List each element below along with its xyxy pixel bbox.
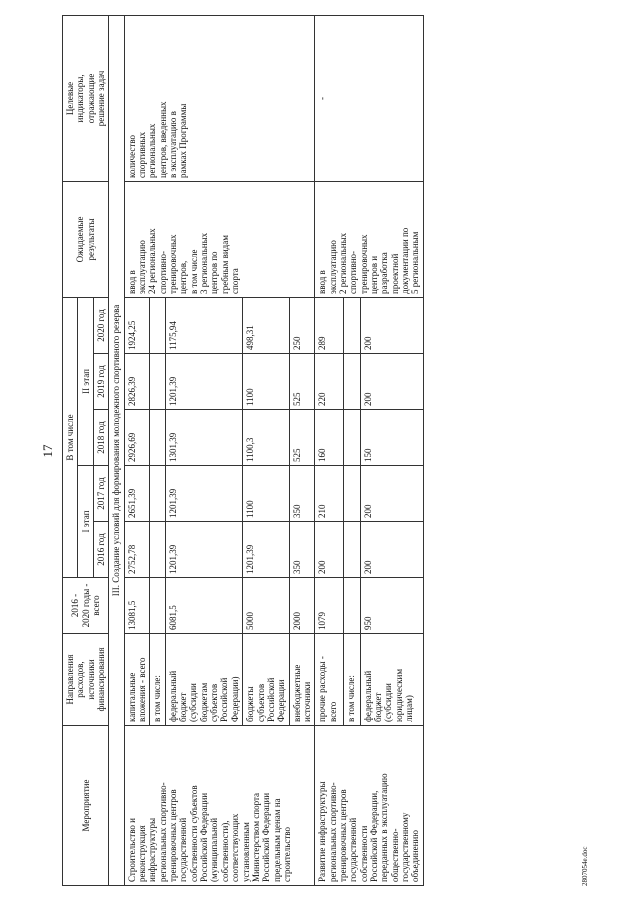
- header-2020: 2020 год: [93, 297, 108, 353]
- cell-event: Строительство и реконструкция инфраструктуры региональных спортивно- тренировочных центров государственной собственности субъектов Российской Федерации (муниципальной собственности), соответствующих установленным Министерством спорта Российской Федерации предельным ценам на строительство: [124, 726, 315, 886]
- cell-y2019: 525: [289, 354, 315, 410]
- cell-event: Развитие инфраструктуры региональных спортивно- тренировочных центров государственной собственности Российской Федерации, переданных в эксплуатацию общественно- государственному объединению: [315, 726, 423, 886]
- cell-y2016: 350: [289, 522, 315, 578]
- cell-total: 13081,5: [124, 578, 150, 634]
- cell-y2016: 1201,39: [243, 522, 289, 578]
- cell-y2016: 1201,39: [165, 522, 242, 578]
- cell-direction: федеральный бюджет (субсидии бюджетам субъектов Российской Федерации): [165, 634, 242, 726]
- header-stage2: II этап: [78, 297, 93, 465]
- cell-y2018: 150: [360, 410, 423, 466]
- cell-y2018: 2926,69: [124, 410, 150, 466]
- cell-y2018: 525: [289, 410, 315, 466]
- cell-y2017: 350: [289, 466, 315, 522]
- cell-y2020: 250: [289, 297, 315, 353]
- cell-y2017: [150, 466, 165, 522]
- header-2019: 2019 год: [93, 354, 108, 410]
- header-2018: 2018 год: [93, 410, 108, 466]
- header-indicators: Целевые индикаторы, отражающие решение задач: [63, 15, 109, 181]
- cell-y2018: 1100,3: [243, 410, 289, 466]
- cell-results: ввод в эксплуатацию 24 региональных спортивно- тренировочных центров, в том числе 3 региональных центров по гребным видам спорта: [124, 181, 315, 297]
- cell-y2016: 200: [360, 522, 423, 578]
- table-row: [315, 15, 343, 885]
- cell-total: 1079: [315, 578, 343, 634]
- cell-y2017: 210: [315, 466, 343, 522]
- cell-y2018: 1301,39: [165, 410, 242, 466]
- header-results: Ожидаемые результаты: [63, 181, 109, 297]
- cell-y2016: 200: [315, 522, 343, 578]
- cell-direction: капитальные вложения - всего: [124, 634, 150, 726]
- header-event: Мероприятие: [63, 726, 109, 886]
- cell-y2017: 1100: [243, 466, 289, 522]
- cell-total: 950: [360, 578, 423, 634]
- cell-y2017: 2651,39: [124, 466, 150, 522]
- cell-results: ввод в эксплуатацию 2 региональных спортивно- тренировочных центров и разработка проектной документации по 5 региональным: [315, 181, 423, 297]
- cell-total: [343, 578, 360, 634]
- cell-direction: в том числе:: [343, 634, 360, 726]
- rotated-sheet: [36, 16, 596, 886]
- cell-y2018: [150, 410, 165, 466]
- cell-y2020: 498,31: [243, 297, 289, 353]
- cell-y2020: 200: [360, 297, 423, 353]
- cell-indicators: количество спортивных региональных центров, введенных в эксплуатацию в рамках Программы: [124, 15, 315, 181]
- header-direction: Направления расходов, источники финансирования: [63, 634, 109, 726]
- cell-y2020: 1924,25: [124, 297, 150, 353]
- cell-y2016: 2752,78: [124, 522, 150, 578]
- cell-y2016: [343, 522, 360, 578]
- table-row: [124, 15, 150, 885]
- cell-y2020: 289: [315, 297, 343, 353]
- cell-total: 5000: [243, 578, 289, 634]
- header-stage1: I этап: [78, 466, 93, 578]
- cell-direction: внебюджетные источники: [289, 634, 315, 726]
- cell-direction: прочие расходы - всего: [315, 634, 343, 726]
- cell-total: 6081,5: [165, 578, 242, 634]
- page-number: 17: [40, 444, 55, 458]
- cell-direction: федеральный бюджет (субсидии юридическим лицам): [360, 634, 423, 726]
- cell-y2018: 160: [315, 410, 343, 466]
- cell-y2019: 1100: [243, 354, 289, 410]
- cell-y2017: 1201,39: [165, 466, 242, 522]
- cell-total: [150, 578, 165, 634]
- cell-direction: бюджеты субъектов Российской Федерации: [243, 634, 289, 726]
- cell-y2020: [150, 297, 165, 353]
- cell-y2017: [343, 466, 360, 522]
- cell-y2019: [343, 354, 360, 410]
- header-total: 2016 - 2020 годы - всего: [63, 578, 109, 634]
- cell-total: 2000: [289, 578, 315, 634]
- header-2017: 2017 год: [93, 466, 108, 522]
- cell-indicators: -: [315, 15, 423, 181]
- cell-y2020: 1175,94: [165, 297, 242, 353]
- cell-y2018: [343, 410, 360, 466]
- footer-code: 2807054е.doc: [581, 846, 589, 886]
- cell-y2019: 220: [315, 354, 343, 410]
- header-2016: 2016 год: [93, 522, 108, 578]
- cell-y2019: 200: [360, 354, 423, 410]
- cell-y2019: 1201,39: [165, 354, 242, 410]
- cell-y2017: 200: [360, 466, 423, 522]
- cell-y2019: [150, 354, 165, 410]
- section-title: III. Создание условий для формирования молодежного спортивного резерва: [109, 15, 124, 885]
- cell-y2020: [343, 297, 360, 353]
- cell-direction: в том числе:: [150, 634, 165, 726]
- cell-y2019: 2826,39: [124, 354, 150, 410]
- header-including: В том числе: [63, 297, 78, 577]
- cell-y2016: [150, 522, 165, 578]
- program-table: [62, 15, 424, 886]
